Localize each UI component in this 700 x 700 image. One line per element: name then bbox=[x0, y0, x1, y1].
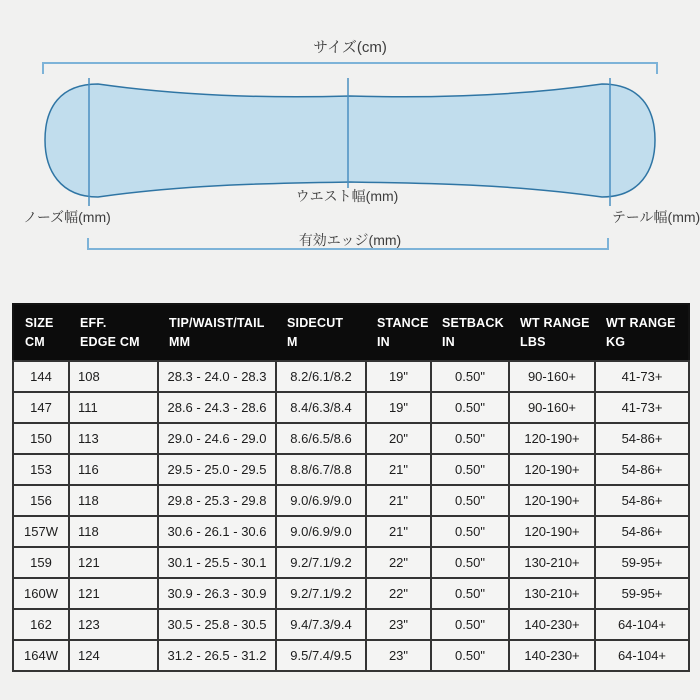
spec-cell: 0.50" bbox=[431, 392, 509, 423]
spec-cell: 0.50" bbox=[431, 423, 509, 454]
column-header: STANCE IN bbox=[366, 304, 431, 361]
spec-cell: 116 bbox=[69, 454, 158, 485]
spec-cell: 120-190+ bbox=[509, 423, 595, 454]
spec-cell: 140-230+ bbox=[509, 640, 595, 671]
spec-cell: 150 bbox=[13, 423, 69, 454]
spec-cell: 130-210+ bbox=[509, 547, 595, 578]
spec-cell: 64-104+ bbox=[595, 609, 689, 640]
table-row bbox=[13, 423, 689, 454]
spec-cell: 156 bbox=[13, 485, 69, 516]
spec-table-header bbox=[13, 304, 689, 361]
spec-cell: 9.2/7.1/9.2 bbox=[276, 578, 366, 609]
spec-cell: 31.2 - 26.5 - 31.2 bbox=[158, 640, 276, 671]
column-header: SIZE CM bbox=[13, 304, 69, 361]
table-row bbox=[13, 547, 689, 578]
spec-cell: 124 bbox=[69, 640, 158, 671]
spec-cell: 111 bbox=[69, 392, 158, 423]
spec-cell: 9.2/7.1/9.2 bbox=[276, 547, 366, 578]
column-header: EFF. EDGE CM bbox=[69, 304, 158, 361]
spec-cell: 28.6 - 24.3 - 28.6 bbox=[158, 392, 276, 423]
column-header: TIP/WAIST/TAIL MM bbox=[158, 304, 276, 361]
spec-cell: 9.0/6.9/9.0 bbox=[276, 516, 366, 547]
spec-cell: 90-160+ bbox=[509, 392, 595, 423]
spec-cell: 144 bbox=[13, 361, 69, 392]
spec-cell: 30.9 - 26.3 - 30.9 bbox=[158, 578, 276, 609]
spec-cell: 0.50" bbox=[431, 485, 509, 516]
snowboard-outline bbox=[45, 84, 655, 197]
spec-cell: 21" bbox=[366, 485, 431, 516]
size-dimension-bracket bbox=[43, 63, 657, 74]
spec-cell: 28.3 - 24.0 - 28.3 bbox=[158, 361, 276, 392]
table-row bbox=[13, 516, 689, 547]
spec-cell: 0.50" bbox=[431, 578, 509, 609]
table-row bbox=[13, 454, 689, 485]
spec-cell: 54-86+ bbox=[595, 516, 689, 547]
spec-cell: 30.5 - 25.8 - 30.5 bbox=[158, 609, 276, 640]
spec-cell: 23" bbox=[366, 609, 431, 640]
column-header: SIDECUT M bbox=[276, 304, 366, 361]
spec-cell: 20" bbox=[366, 423, 431, 454]
spec-cell: 54-86+ bbox=[595, 485, 689, 516]
spec-cell: 159 bbox=[13, 547, 69, 578]
spec-cell: 41-73+ bbox=[595, 361, 689, 392]
spec-cell: 0.50" bbox=[431, 609, 509, 640]
spec-cell: 29.8 - 25.3 - 29.8 bbox=[158, 485, 276, 516]
spec-cell: 164W bbox=[13, 640, 69, 671]
spec-cell: 157W bbox=[13, 516, 69, 547]
spec-cell: 9.4/7.3/9.4 bbox=[276, 609, 366, 640]
spec-cell: 30.1 - 25.5 - 30.1 bbox=[158, 547, 276, 578]
column-header: WT RANGE LBS bbox=[509, 304, 595, 361]
spec-cell: 8.8/6.7/8.8 bbox=[276, 454, 366, 485]
column-header: SETBACK IN bbox=[431, 304, 509, 361]
spec-cell: 0.50" bbox=[431, 640, 509, 671]
tail-width-label: テール幅(mm) bbox=[611, 209, 700, 225]
spec-cell: 59-95+ bbox=[595, 578, 689, 609]
nose-width-label: ノーズ幅(mm) bbox=[23, 209, 111, 225]
spec-cell: 23" bbox=[366, 640, 431, 671]
size-label: サイズ(cm) bbox=[313, 39, 387, 56]
spec-cell: 8.4/6.3/8.4 bbox=[276, 392, 366, 423]
spec-cell: 59-95+ bbox=[595, 547, 689, 578]
spec-cell: 113 bbox=[69, 423, 158, 454]
spec-table-body bbox=[13, 361, 689, 671]
spec-cell: 153 bbox=[13, 454, 69, 485]
spec-cell: 29.5 - 25.0 - 29.5 bbox=[158, 454, 276, 485]
spec-cell: 8.2/6.1/8.2 bbox=[276, 361, 366, 392]
spec-cell: 29.0 - 24.6 - 29.0 bbox=[158, 423, 276, 454]
table-row bbox=[13, 609, 689, 640]
waist-width-label: ウエスト幅(mm) bbox=[295, 188, 399, 204]
spec-cell: 9.0/6.9/9.0 bbox=[276, 485, 366, 516]
spec-cell: 162 bbox=[13, 609, 69, 640]
spec-cell: 30.6 - 26.1 - 30.6 bbox=[158, 516, 276, 547]
spec-cell: 54-86+ bbox=[595, 454, 689, 485]
spec-cell: 120-190+ bbox=[509, 485, 595, 516]
spec-cell: 22" bbox=[366, 578, 431, 609]
spec-cell: 120-190+ bbox=[509, 516, 595, 547]
spec-cell: 130-210+ bbox=[509, 578, 595, 609]
column-header: WT RANGE KG bbox=[595, 304, 689, 361]
table-row bbox=[13, 361, 689, 392]
spec-cell: 120-190+ bbox=[509, 454, 595, 485]
spec-cell: 147 bbox=[13, 392, 69, 423]
effective-edge-label: 有効エッジ(mm) bbox=[298, 232, 402, 248]
spec-cell: 123 bbox=[69, 609, 158, 640]
spec-cell: 0.50" bbox=[431, 454, 509, 485]
spec-cell: 121 bbox=[69, 578, 158, 609]
snowboard-diagram bbox=[0, 0, 700, 300]
spec-cell: 9.5/7.4/9.5 bbox=[276, 640, 366, 671]
spec-cell: 0.50" bbox=[431, 516, 509, 547]
spec-cell: 19" bbox=[366, 361, 431, 392]
spec-cell: 121 bbox=[69, 547, 158, 578]
spec-cell: 118 bbox=[69, 516, 158, 547]
spec-cell: 19" bbox=[366, 392, 431, 423]
spec-cell: 160W bbox=[13, 578, 69, 609]
spec-cell: 64-104+ bbox=[595, 640, 689, 671]
spec-cell: 8.6/6.5/8.6 bbox=[276, 423, 366, 454]
spec-cell: 22" bbox=[366, 547, 431, 578]
spec-cell: 21" bbox=[366, 454, 431, 485]
spec-table bbox=[12, 303, 690, 672]
table-row bbox=[13, 392, 689, 423]
table-row bbox=[13, 640, 689, 671]
spec-cell: 0.50" bbox=[431, 547, 509, 578]
table-row bbox=[13, 578, 689, 609]
spec-cell: 41-73+ bbox=[595, 392, 689, 423]
spec-cell: 0.50" bbox=[431, 361, 509, 392]
spec-cell: 90-160+ bbox=[509, 361, 595, 392]
spec-cell: 118 bbox=[69, 485, 158, 516]
spec-cell: 140-230+ bbox=[509, 609, 595, 640]
spec-cell: 54-86+ bbox=[595, 423, 689, 454]
table-row bbox=[13, 485, 689, 516]
spec-cell: 21" bbox=[366, 516, 431, 547]
header-row bbox=[13, 304, 689, 361]
spec-cell: 108 bbox=[69, 361, 158, 392]
